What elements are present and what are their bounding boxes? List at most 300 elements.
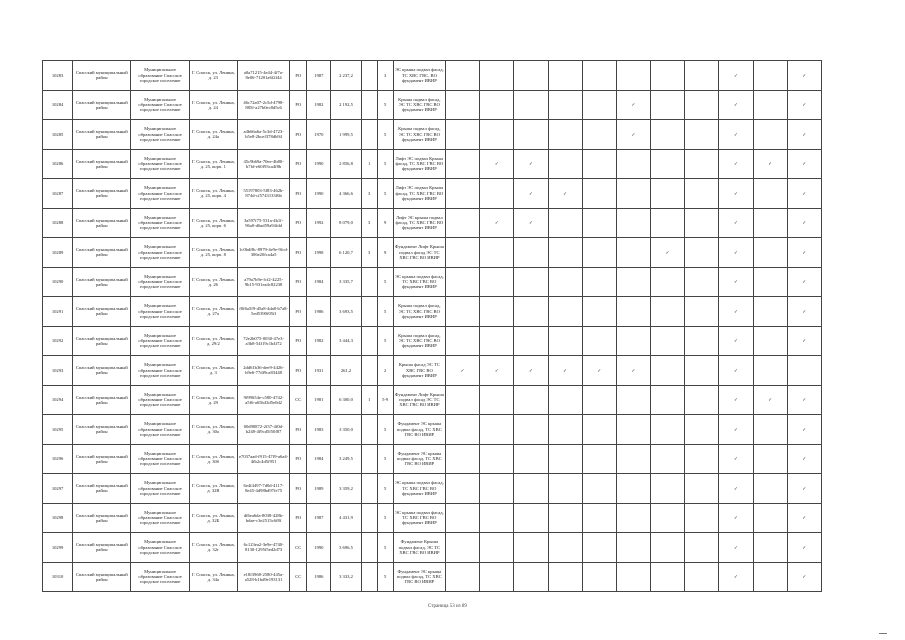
empty-check-cell [753,503,787,533]
empty-check-cell [753,238,787,268]
empty-check-cell [514,120,548,150]
empty-check-cell [480,503,514,533]
row-year: 1983 [307,415,331,445]
row-floors: 2 [377,356,393,386]
row-uuid: 00d90872-2f37-4f0d-b248-4f9cd5f50f87 [237,415,289,445]
row-uuid: a4b66a6a-5c3d-4723-b5e8-2bcef378db94 [237,120,289,150]
row-elevators [361,120,377,150]
empty-check-cell [616,533,650,563]
row-id: 10290 [43,267,73,297]
check-mark-icon: ✓ [582,356,616,386]
empty-check-cell [651,61,685,91]
empty-check-cell [616,179,650,209]
table-row [43,61,822,91]
row-type: PO [290,267,307,297]
empty-check-cell [753,179,787,209]
empty-check-cell [651,179,685,209]
empty-check-cell [685,267,719,297]
check-mark-icon: ✓ [719,356,753,386]
row-address: Г. Спасск, ул. Ленина, д. 32В [189,474,237,504]
empty-check-cell [651,267,685,297]
page-footer: Страница 53 из 89 [428,604,467,609]
empty-check-cell [753,415,787,445]
row-elevators [361,474,377,504]
empty-check-cell [651,385,685,415]
empty-check-cell [445,297,479,327]
empty-check-cell [651,356,685,386]
check-mark-icon: ✓ [787,149,821,179]
row-area: 3 444,3 [331,326,361,356]
table-row [43,208,822,238]
empty-check-cell [685,356,719,386]
row-uuid: 1c0bdf8c-8979-4e9e-9fcd-306e20fca4a5 [237,238,289,268]
row-district: Спасский муниципальный район [73,149,131,179]
row-id: 10298 [43,503,73,533]
row-uuid: e18f3968-2580-445a-a528-b1bd9e193131 [237,562,289,592]
row-address: Г. Спасск, ул. Ленина, д. 25, корп. 1 [189,149,237,179]
check-mark-icon: ✓ [719,415,753,445]
empty-check-cell [685,444,719,474]
empty-check-cell [685,297,719,327]
row-works: Крыша фасад ЭС ТС ХВС ГВС ВО фундамент ИВИР [393,356,445,386]
empty-check-cell [548,474,582,504]
empty-check-cell [753,533,787,563]
row-works: Фундамент ЭС крыша подвал фасад, ТС ХВС ГВС ВО ИВИР [393,415,445,445]
row-elevators [361,415,377,445]
empty-check-cell [582,533,616,563]
empty-check-cell [514,415,548,445]
empty-check-cell [548,267,582,297]
row-address: Г. Спасск, ул. Ленина, д. 26 [189,267,237,297]
empty-check-cell [582,474,616,504]
empty-check-cell [685,90,719,120]
check-mark-icon: ✓ [787,326,821,356]
row-address: Г. Спасск, ул. Ленина, д. 25, корп. 8 [189,238,237,268]
check-mark-icon: ✓ [514,149,548,179]
check-mark-icon: ✓ [753,385,787,415]
row-id: 10294 [43,385,73,415]
row-year: 1984 [307,267,331,297]
row-owner: Муниципальное образование Спасское городское поселение [131,385,189,415]
empty-check-cell [445,90,479,120]
row-year: 1982 [307,90,331,120]
check-mark-icon: ✓ [719,208,753,238]
row-area: 6 120,7 [331,238,361,268]
empty-check-cell [548,444,582,474]
row-elevators: 3 [361,238,377,268]
table-row [43,385,822,415]
empty-check-cell [514,562,548,592]
row-area: 4 366,6 [331,179,361,209]
empty-check-cell [445,238,479,268]
row-district: Спасский муниципальный район [73,474,131,504]
row-id: 10296 [43,444,73,474]
empty-check-cell [582,149,616,179]
empty-check-cell [445,533,479,563]
empty-check-cell [753,90,787,120]
housing-register-table [42,60,822,592]
row-type: PO [290,61,307,91]
empty-check-cell [685,503,719,533]
row-district: Спасский муниципальный район [73,444,131,474]
empty-check-cell [480,238,514,268]
row-id: 10287 [43,179,73,209]
check-mark-icon: ✓ [719,562,753,592]
check-mark-icon: ✓ [787,385,821,415]
row-floors: 5 [377,444,393,474]
empty-check-cell [685,326,719,356]
empty-check-cell [753,61,787,91]
check-mark-icon: ✓ [480,149,514,179]
row-year: 1986 [307,297,331,327]
row-works: ЭС крыша подвал фасад, ТС ХВС ГВС ВО фундамент ИВИР [393,503,445,533]
row-area: 3 693,5 [331,297,361,327]
empty-check-cell [787,356,821,386]
row-id: 10286 [43,149,73,179]
empty-check-cell [616,61,650,91]
row-works: ЭС крыша подвал фасад, ТС ХВС ГВС ВО фундамент ИВИР [393,267,445,297]
check-mark-icon: ✓ [548,356,582,386]
check-mark-icon: ✓ [719,444,753,474]
row-address: Г. Спасск, ул. Ленина, д. 24а [189,120,237,150]
row-district: Спасский муниципальный район [73,562,131,592]
empty-check-cell [445,415,479,445]
check-mark-icon: ✓ [787,120,821,150]
empty-check-cell [445,474,479,504]
check-mark-icon: ✓ [719,120,753,150]
row-id: 10310 [43,562,73,592]
row-elevators [361,356,377,386]
empty-check-cell [582,238,616,268]
row-works: Крыша подвал фасад, ЭС ТС ХВС ГВС ВО фундамент ИВИР [393,297,445,327]
row-floors: 5 [377,179,393,209]
empty-check-cell [753,356,787,386]
row-uuid: 72e2b075-0030-47e3-a3b8-54f19c1b4f72 [237,326,289,356]
empty-check-cell [651,533,685,563]
check-mark-icon: ✓ [719,267,753,297]
empty-check-cell [480,562,514,592]
empty-check-cell [445,208,479,238]
table-row [43,444,822,474]
empty-check-cell [514,533,548,563]
row-address: Г. Спасск, ул. Ленина, д. 23 [189,61,237,91]
table-row [43,238,822,268]
row-floors: 9 [377,238,393,268]
table-row [43,356,822,386]
empty-check-cell [753,474,787,504]
scan-edge-mark [879,633,887,634]
empty-check-cell [445,385,479,415]
row-uuid: a0a71215-4e44-4f7a-8e06-71201a6f2f44 [237,61,289,91]
row-elevators [361,562,377,592]
check-mark-icon: ✓ [753,149,787,179]
empty-check-cell [548,238,582,268]
empty-check-cell [445,562,479,592]
empty-check-cell [514,61,548,91]
row-id: 10289 [43,238,73,268]
row-district: Спасский муниципальный район [73,179,131,209]
row-address: Г. Спасск, ул. Ленина, д. 24 [189,90,237,120]
row-type: PO [290,179,307,209]
check-mark-icon: ✓ [480,356,514,386]
check-mark-icon: ✓ [787,562,821,592]
row-floors: 9 [377,208,393,238]
empty-check-cell [685,385,719,415]
empty-check-cell [548,503,582,533]
row-year: 1982 [307,326,331,356]
empty-check-cell [616,149,650,179]
empty-check-cell [445,267,479,297]
row-year: 1990 [307,149,331,179]
empty-check-cell [582,562,616,592]
row-owner: Муниципальное образование Спасское городское поселение [131,444,189,474]
empty-check-cell [582,61,616,91]
check-mark-icon: ✓ [787,415,821,445]
row-floors: 5 [377,149,393,179]
row-owner: Муниципальное образование Спасское городское поселение [131,356,189,386]
row-district: Спасский муниципальный район [73,326,131,356]
row-area: 3 249,5 [331,444,361,474]
row-floors: 5 [377,326,393,356]
empty-check-cell [548,90,582,120]
table-row [43,503,822,533]
row-owner: Муниципальное образование Спасское городское поселение [131,297,189,327]
check-mark-icon: ✓ [719,297,753,327]
row-uuid: 55197803-5f83-462b-874d-cf5743133f6b [237,179,289,209]
row-type: PO [290,503,307,533]
row-area: 3 696,5 [331,533,361,563]
row-area: 4 431,9 [331,503,361,533]
empty-check-cell [480,415,514,445]
row-owner: Муниципальное образование Спасское городское поселение [131,326,189,356]
row-area: 3 350,0 [331,415,361,445]
row-year: 1981 [307,385,331,415]
table-row [43,474,822,504]
table-row [43,120,822,150]
check-mark-icon: ✓ [514,208,548,238]
row-works: Крыша подвал фасад, ЭС ТС ХВС ГВС ВО фундамент ИВИР [393,90,445,120]
empty-check-cell [445,149,479,179]
check-mark-icon: ✓ [719,474,753,504]
empty-check-cell [548,533,582,563]
empty-check-cell [685,149,719,179]
row-district: Спасский муниципальный район [73,503,131,533]
empty-check-cell [582,120,616,150]
row-district: Спасский муниципальный район [73,533,131,563]
row-owner: Муниципальное образование Спасское городское поселение [131,415,189,445]
row-type: PO [290,120,307,150]
check-mark-icon: ✓ [719,385,753,415]
row-elevators [361,326,377,356]
empty-check-cell [753,326,787,356]
row-elevators: 3 [361,179,377,209]
row-type: PO [290,90,307,120]
empty-check-cell [616,238,650,268]
empty-check-cell [651,90,685,120]
empty-check-cell [685,61,719,91]
empty-check-cell [685,179,719,209]
empty-check-cell [445,120,479,150]
row-type: PO [290,444,307,474]
row-floors: 5 [377,533,393,563]
row-id: 10295 [43,415,73,445]
empty-check-cell [480,297,514,327]
row-owner: Муниципальное образование Спасское городское поселение [131,90,189,120]
empty-check-cell [582,326,616,356]
row-owner: Муниципальное образование Спасское городское поселение [131,533,189,563]
empty-check-cell [480,179,514,209]
empty-check-cell [514,267,548,297]
row-elevators: 1 [361,385,377,415]
row-area: 8 079,0 [331,208,361,238]
empty-check-cell [753,562,787,592]
empty-check-cell [616,267,650,297]
row-year: 1992 [307,208,331,238]
empty-check-cell [480,326,514,356]
empty-check-cell [685,474,719,504]
row-year: 1990 [307,533,331,563]
check-mark-icon: ✓ [616,356,650,386]
check-mark-icon: ✓ [719,149,753,179]
check-mark-icon: ✓ [719,179,753,209]
empty-check-cell [651,208,685,238]
check-mark-icon: ✓ [787,90,821,120]
empty-check-cell [753,444,787,474]
row-owner: Муниципальное образование Спасское городское поселение [131,208,189,238]
row-area: 3 335,7 [331,267,361,297]
row-id: 10292 [43,326,73,356]
empty-check-cell [514,385,548,415]
empty-check-cell [753,120,787,150]
check-mark-icon: ✓ [616,120,650,150]
empty-check-cell [685,120,719,150]
table-row [43,149,822,179]
row-works: Фундамент Лифт Крыша подвал фасад ЭС ТС ХВС ГВС ВО ИВИР [393,385,445,415]
check-mark-icon: ✓ [651,238,685,268]
row-floors: 3 [377,61,393,91]
register-body [43,61,822,592]
row-works: Лифт ЭС подвал Крыша фасад, ТС ХВС ГВС ВО фундамент ИВИР [393,179,445,209]
row-uuid: 45c9b69a-70ee-4b80-b7fd-e60f93ca4f8b [237,149,289,179]
check-mark-icon: ✓ [719,90,753,120]
row-works: Фундамент Лифт Крыша подвал фасад ЭС ТС ХВС ГВС ВО ИВИР [393,238,445,268]
row-owner: Муниципальное образование Спасское городское поселение [131,149,189,179]
row-id: 10297 [43,474,73,504]
row-works: Лифт ЭС крыша подвал фасад, ТС ХВС ГВС ВО фундамент ИВИР [393,208,445,238]
row-year: 1998 [307,238,331,268]
table-row [43,562,822,592]
row-address: Г. Спасск, ул. Ленина, д. 25, корп. 6 [189,208,237,238]
row-district: Спасский муниципальный район [73,90,131,120]
row-address: Г. Спасск, ул. Ленина, д. 30а [189,415,237,445]
row-uuid: 46c72a07-2c5d-4798-885f-a27b0ec8d5c6 [237,90,289,120]
check-mark-icon: ✓ [480,208,514,238]
row-owner: Муниципальное образование Спасское городское поселение [131,61,189,91]
row-owner: Муниципальное образование Спасское городское поселение [131,238,189,268]
row-elevators [361,503,377,533]
empty-check-cell [616,415,650,445]
empty-check-cell [514,326,548,356]
row-type: PO [290,415,307,445]
row-address: Г. Спасск, ул. Ленина, д. 29 [189,385,237,415]
row-owner: Муниципальное образование Спасское городское поселение [131,503,189,533]
row-elevators [361,533,377,563]
empty-check-cell [582,297,616,327]
row-floors: 5-9 [377,385,393,415]
row-owner: Муниципальное образование Спасское городское поселение [131,562,189,592]
row-uuid: 9f99654e-c580-4742-a5f6-a65b43d5e0d2 [237,385,289,415]
empty-check-cell [480,120,514,150]
row-owner: Муниципальное образование Спасское городское поселение [131,120,189,150]
empty-check-cell [616,562,650,592]
row-year: 1931 [307,356,331,386]
row-floors: 5 [377,120,393,150]
empty-check-cell [651,562,685,592]
row-address: Г. Спасск, ул. Ленина, д. 32Б [189,503,237,533]
check-mark-icon: ✓ [787,267,821,297]
empty-check-cell [480,533,514,563]
check-mark-icon: ✓ [719,238,753,268]
check-mark-icon: ✓ [787,503,821,533]
empty-check-cell [548,149,582,179]
empty-check-cell [582,267,616,297]
row-address: Г. Спасск, ул. Ленина, д. 30б [189,444,237,474]
row-year: 1970 [307,120,331,150]
empty-check-cell [651,120,685,150]
row-works: Фундамент ЭС крыша подвал фасад, ТС ХВС ГВС ВО ИВИР [393,444,445,474]
empty-check-cell [651,326,685,356]
empty-check-cell [445,326,479,356]
empty-check-cell [514,474,548,504]
empty-check-cell [582,503,616,533]
row-area: 2 192,5 [331,90,361,120]
empty-check-cell [616,444,650,474]
row-owner: Муниципальное образование Спасское городское поселение [131,267,189,297]
empty-check-cell [480,444,514,474]
row-area: 2 856,8 [331,149,361,179]
empty-check-cell [548,415,582,445]
row-works: Крыша подвал фасад, ЭС ТС ХВС ГВС ВО фундамент ИВИР [393,326,445,356]
row-id: 10283 [43,61,73,91]
table-row [43,267,822,297]
empty-check-cell [514,238,548,268]
row-district: Спасский муниципальный район [73,356,131,386]
empty-check-cell [514,297,548,327]
row-uuid: f0f6a5f9-d5a8-4da8-b7a8-5ed5390f05ff [237,297,289,327]
row-type: CC [290,562,307,592]
check-mark-icon: ✓ [514,356,548,386]
empty-check-cell [616,385,650,415]
row-works: Лифт ЭС подвал Крыша фасад, ТС ХВС ГВС ВО фундамент ИВИР [393,149,445,179]
row-address: Г. Спасск, ул. Ленина, д. 3 [189,356,237,386]
table-row [43,90,822,120]
empty-check-cell [616,326,650,356]
row-id: 10293 [43,356,73,386]
row-works: Фундамент Крыша подвал фасад, ЭС ТС ХВС ГВС ВО ИВИР [393,533,445,563]
empty-check-cell [753,208,787,238]
empty-check-cell [651,474,685,504]
empty-check-cell [480,61,514,91]
row-area: 2 237,2 [331,61,361,91]
row-uuid: 6e4f4497-7d0d-4117-8e45-4d98bd97fe75 [237,474,289,504]
row-year: 1986 [307,562,331,592]
row-district: Спасский муниципальный район [73,297,131,327]
row-year: 1989 [307,474,331,504]
row-uuid: 2dd61b36-dee9-4426-b9e6-77df9ca83448 [237,356,289,386]
empty-check-cell [480,385,514,415]
row-district: Спасский муниципальный район [73,61,131,91]
check-mark-icon: ✓ [616,90,650,120]
